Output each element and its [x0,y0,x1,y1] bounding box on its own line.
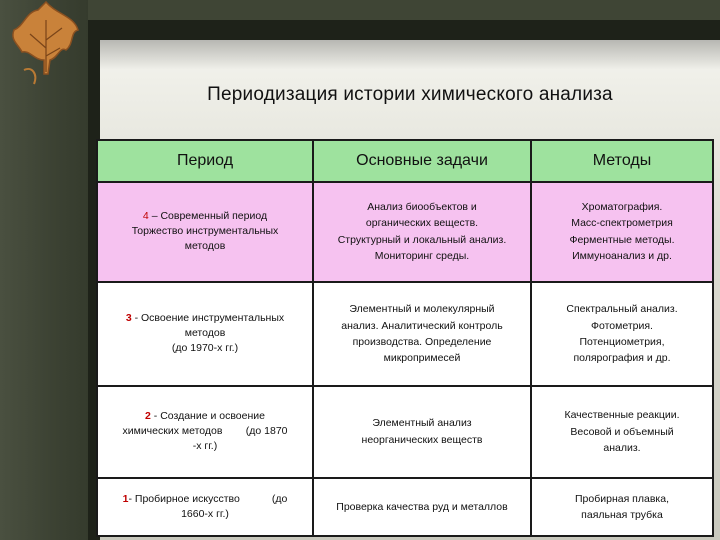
methods-cell [531,478,713,536]
tasks-text: органических веществ. [365,217,479,230]
table-row [97,478,713,536]
methods-text: Ферментные методы. [569,233,675,246]
methods-text: Иммуноанализ и др. [572,249,672,262]
period-number: 4 [142,209,149,222]
period-number: 3 [125,311,132,324]
methods-cell [531,182,713,282]
period-number: 1 [122,492,129,505]
table-header-row [97,140,713,182]
period-text: - Создание и освоение [150,409,265,422]
periodization-table [96,139,714,537]
header-period: Период [97,140,313,182]
tasks-cell [313,182,531,282]
period-number: 2 [145,409,151,422]
header-tasks: Основные задачи [313,140,531,182]
period-text: Торжество инструментальных [131,225,279,238]
methods-text: анализ. [603,441,641,454]
tasks-text: Мониторинг среды. [374,249,470,262]
table-row [97,282,713,386]
autumn-leaf-icon [4,0,84,90]
tasks-text: производства. Определение [352,335,492,348]
period-cell [97,182,313,282]
tasks-cell [313,386,531,478]
period-text: - Пробирное искусство (до [128,492,288,505]
tasks-text: микропримесей [383,352,461,365]
methods-text: Хроматография. [581,201,663,214]
period-text: -х гг.) [192,440,218,453]
methods-text: Фотометрия. [591,319,653,332]
methods-cell [531,386,713,478]
period-cell [97,386,313,478]
period-text: методов [184,240,226,253]
period-cell [97,282,313,386]
panel-shadow [100,40,720,70]
methods-text: Пробирная плавка, [575,492,669,505]
tasks-cell [313,282,531,386]
period-text: (до 1970-х гг.) [171,342,239,355]
header-methods: Методы [531,140,713,182]
slide-title: Периодизация истории химического анализа [207,84,613,105]
methods-text: Масс-спектрометрия [571,217,673,230]
tasks-text: Элементный и молекулярный [349,303,495,316]
methods-text: полярография и др. [573,352,671,365]
methods-text: Спектральный анализ. [566,303,678,316]
tasks-cell [313,478,531,536]
tasks-text: Анализ биообъектов и [367,201,477,214]
methods-text: Весовой и объемный [570,425,674,438]
period-text: химических методов (до 1870 [122,425,288,438]
methods-text: паяльная трубка [581,508,663,521]
tasks-text: Проверка качества руд и металлов [336,500,508,513]
tasks-text: анализ. Аналитический контроль [341,319,503,332]
methods-cell [531,282,713,386]
period-text: - Освоение инструментальных [131,311,285,324]
tasks-text: Структурный и локальный анализ. [337,233,507,246]
table-row [97,182,713,282]
methods-text: Качественные реакции. [564,409,680,422]
period-text: – Современный период [151,209,268,222]
tasks-text: неорганических веществ [361,433,483,446]
period-text: методов [184,327,226,340]
table-row [97,386,713,478]
period-cell [97,478,313,536]
tasks-text: Элементный анализ [372,417,472,430]
methods-text: Потенциометрия, [579,335,665,348]
period-text: 1660-х гг.) [181,507,229,520]
